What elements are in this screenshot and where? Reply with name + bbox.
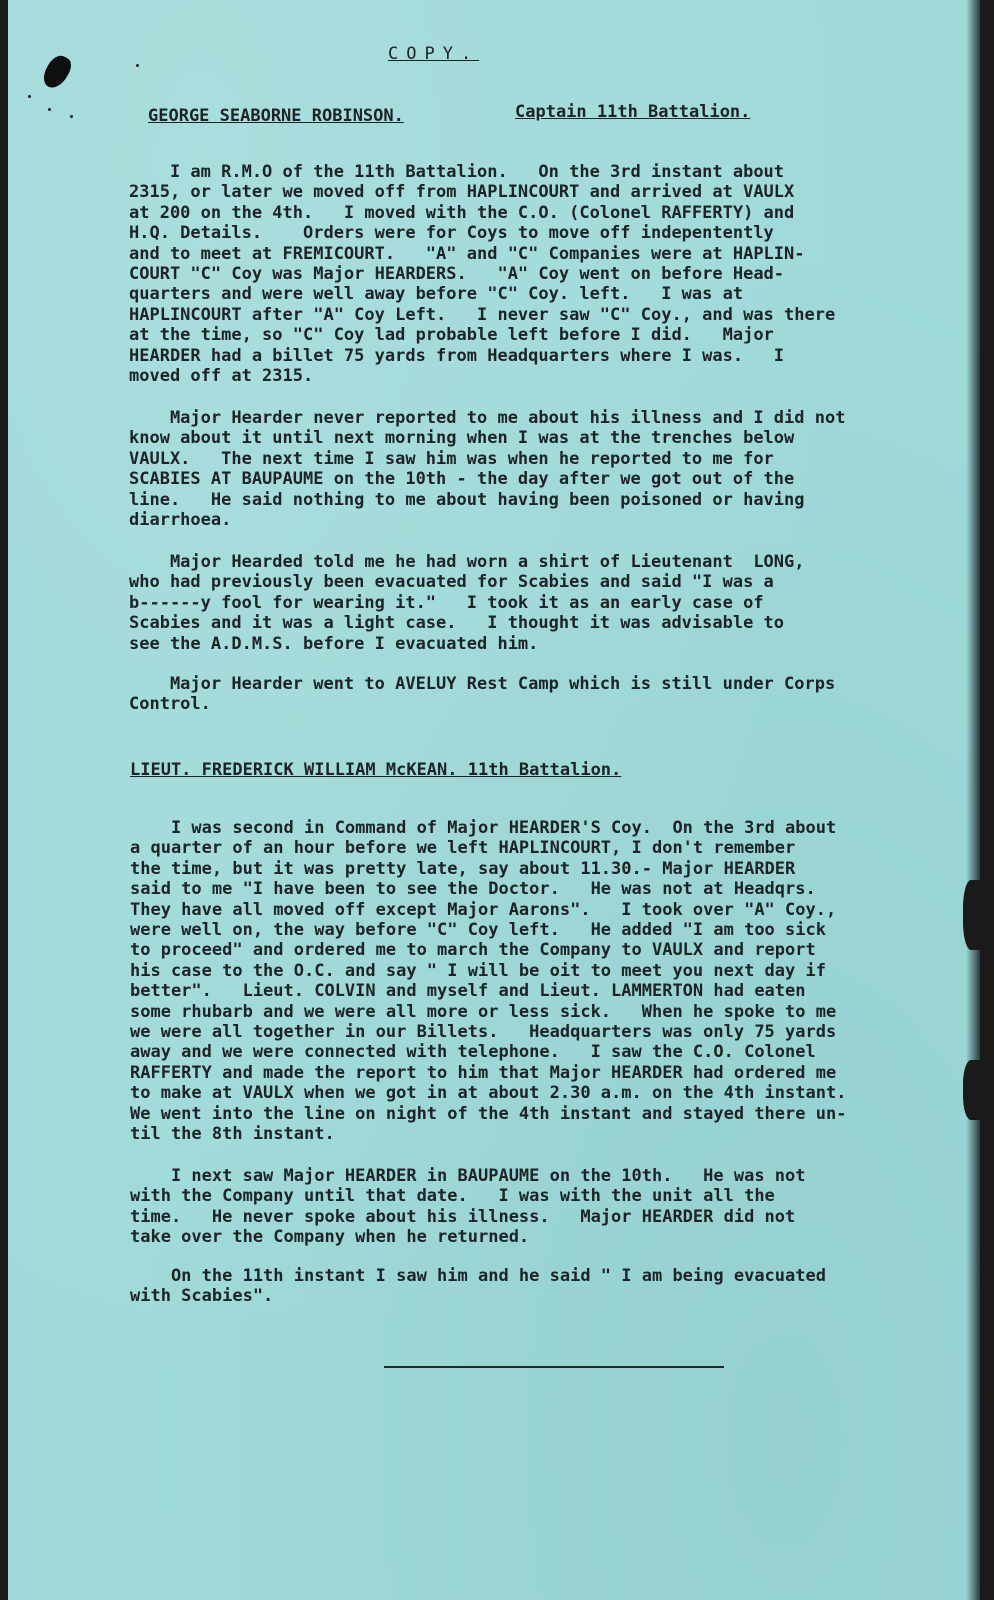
page-tear xyxy=(963,880,983,950)
section2-paragraph-1: I was second in Command of Major HEARDER'S Coy. On the 3rd about a quarter of an hour before we left HAPLINCOURT, I don't remember the time, but it was pretty late, say about 11.30.- Major HEARDER said to me "I have been to see the Doctor. He was not at Headqrs. They have all moved off except Major Aarons". I took over "A" Coy., were well on, the way before "C" Coy left. He added "I am too sick to proceed" and ordered me to march the Company to VAULX and report his case to the O.C. and say " I will be oit to meet you next day if better". Lieut. COLVIN and myself and Lieut. LAMMERTON had eaten some rhubarb and we were all more or less sick. When he spoke to me we were all together in our Billets. Headquarters was only 75 yards away and we were connected with telephone. I saw the C.O. Colonel RAFFERTY and made the report to him that Major HEARDER had ordered me to make at VAULX when we got in at about 2.30 a.m. on the 4th instant. We went into the line on night of the 4th instant and stayed there un- til the 8th instant. xyxy=(130,818,847,1145)
section1-paragraph-3: Major Hearded told me he had worn a shirt of Lieutenant LONG, who had previously been evacuated for Scabies and said "I was a b------y fool for wearing it." I took it as an early case of Scabies and it was a light case. I thought it was advisable to see the A.D.M.S. before I evacuated him. xyxy=(129,552,805,654)
page-edge-shadow xyxy=(966,0,980,1600)
copy-label: COPY. xyxy=(388,44,480,64)
section1-paragraph-2: Major Hearder never reported to me about his illness and I did not know about it until next morning when I was at the trenches below VAULX. The next time I saw him was when he reported to me for SCABIES AT BAUPAUME on the 10th - the day after we got out of the line. He said nothing to me about having been poisoned or having diarrhoea. xyxy=(129,408,846,531)
section2-heading: LIEUT. FREDERICK WILLIAM McKEAN. 11th Battalion. xyxy=(130,760,622,780)
ink-speck xyxy=(136,64,139,67)
closing-rule xyxy=(384,1366,724,1368)
ink-speck xyxy=(48,108,51,111)
document-page xyxy=(8,0,980,1600)
ink-speck xyxy=(70,115,73,118)
section2-paragraph-3: On the 11th instant I saw him and he said " I am being evacuated with Scabies". xyxy=(130,1266,826,1307)
section1-paragraph-1: I am R.M.O of the 11th Battalion. On the 3rd instant about 2315, or later we moved off from HAPLINCOURT and arrived at VAULX at 200 on the 4th. I moved with the C.O. (Colonel RAFFERTY) and H.Q. Details. Orders were for Coys to move off indepentently and to meet at FREMICOURT. "A" and "C" Companies were at HAPLIN- COURT "C" Coy was Major HEARDERS. "A" Coy went on before Head- quarters and were well away before "C" Coy. left. I was at HAPLINCOURT after "A" Coy Left. I never saw "C" Coy., and was there at the time, so "C" Coy lad probable left before I did. Major HEARDER had a billet 75 yards from Headquarters where I was. I moved off at 2315. xyxy=(129,162,836,387)
ink-speck xyxy=(28,95,31,98)
section1-rank: Captain 11th Battalion. xyxy=(515,102,751,122)
section1-paragraph-4: Major Hearder went to AVELUY Rest Camp which is still under Corps Control. xyxy=(129,674,836,715)
page-tear xyxy=(963,1060,983,1120)
ink-blot-mark xyxy=(39,52,74,92)
section2-paragraph-2: I next saw Major HEARDER in BAUPAUME on the 10th. He was not with the Company until that date. I was with the unit all the time. He never spoke about his illness. Major HEARDER did not take over the Company when he returned. xyxy=(130,1166,806,1248)
section1-name: GEORGE SEABORNE ROBINSON. xyxy=(148,106,404,126)
